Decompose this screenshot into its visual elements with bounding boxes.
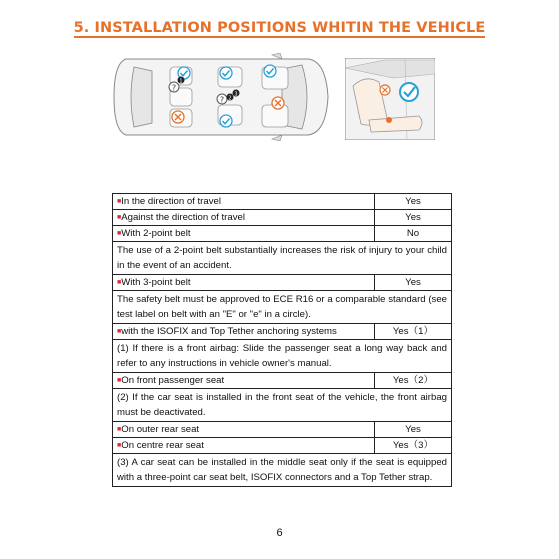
page-title: 5. INSTALLATION POSITIONS WHITIN THE VEHICLE <box>73 20 486 36</box>
table-note-row <box>113 242 452 275</box>
check-icon <box>220 67 232 79</box>
note-text: The use of a 2-point belt substantially increases the risk of injury to your child in the event of an accident. <box>113 242 452 275</box>
row-value: Yes <box>375 210 452 226</box>
bullet-icon: ■ <box>117 230 122 237</box>
svg-text:?: ? <box>219 95 225 105</box>
table-note-row <box>113 389 452 422</box>
cross-icon <box>380 85 390 95</box>
row-label: ■On centre rear seat <box>113 438 375 454</box>
car-top-view-figure <box>112 53 330 141</box>
svg-text:3: 3 <box>234 91 238 98</box>
row-value: Yes（1） <box>375 324 452 340</box>
table-row <box>113 275 452 291</box>
row-value: No <box>375 226 452 242</box>
page-number: 6 <box>276 527 283 539</box>
row-label: ■With 3-point belt <box>113 275 375 291</box>
table-row <box>113 373 452 389</box>
cross-icon <box>172 111 184 123</box>
table-row <box>113 324 452 340</box>
check-icon <box>400 83 418 101</box>
row-value: Yes <box>375 275 452 291</box>
check-icon <box>220 115 232 127</box>
table-row <box>113 226 452 242</box>
question-icon <box>217 94 227 105</box>
svg-text:?: ? <box>171 83 177 93</box>
bullet-icon: ■ <box>117 214 122 221</box>
cross-icon <box>272 97 284 109</box>
bullet-icon: ■ <box>117 328 122 335</box>
table-row <box>113 422 452 438</box>
note-text: (3) A car seat can be installed in the middle seat only if the seat is equipped with a three-point car seat belt, ISOFIX connectors and a Top Tether strap. <box>113 454 452 487</box>
table-note-row <box>113 291 452 324</box>
installation-table <box>112 193 452 487</box>
table-note-row <box>113 454 452 487</box>
row-value: Yes <box>375 194 452 210</box>
table-note-row <box>113 340 452 373</box>
bullet-icon: ■ <box>117 426 122 433</box>
bullet-icon: ■ <box>117 198 122 205</box>
bullet-icon: ■ <box>117 442 122 449</box>
bullet-icon: ■ <box>117 377 122 384</box>
row-label: ■Against the direction of travel <box>113 210 375 226</box>
row-label: ■In the direction of travel <box>113 194 375 210</box>
row-value: Yes（2） <box>375 373 452 389</box>
table-row <box>113 194 452 210</box>
note-text: The safety belt must be approved to ECE R16 or a comparable standard (see test label on belt with an "E" or "e" in a circle). <box>113 291 452 324</box>
bullet-icon: ■ <box>117 279 122 286</box>
row-label: ■On outer rear seat <box>113 422 375 438</box>
note-text: (2) If the car seat is installed in the front seat of the vehicle, the front airbag must be deactivated. <box>113 389 452 422</box>
row-label: ■with the ISOFIX and Top Tether anchoring systems <box>113 324 375 340</box>
note-text: (1) If there is a front airbag: Slide the passenger seat a long way back and refer to any instructions in vehicle owner's manual. <box>113 340 452 373</box>
row-label: ■With 2-point belt <box>113 226 375 242</box>
table-row <box>113 438 452 454</box>
svg-text:2: 2 <box>228 95 232 102</box>
table-row <box>113 210 452 226</box>
row-value: Yes <box>375 422 452 438</box>
question-icon <box>169 82 179 93</box>
row-label: ■On front passenger seat <box>113 373 375 389</box>
check-icon <box>264 65 276 77</box>
svg-text:1: 1 <box>179 78 183 85</box>
row-value: Yes（3） <box>375 438 452 454</box>
isofix-seat-figure <box>345 58 435 140</box>
